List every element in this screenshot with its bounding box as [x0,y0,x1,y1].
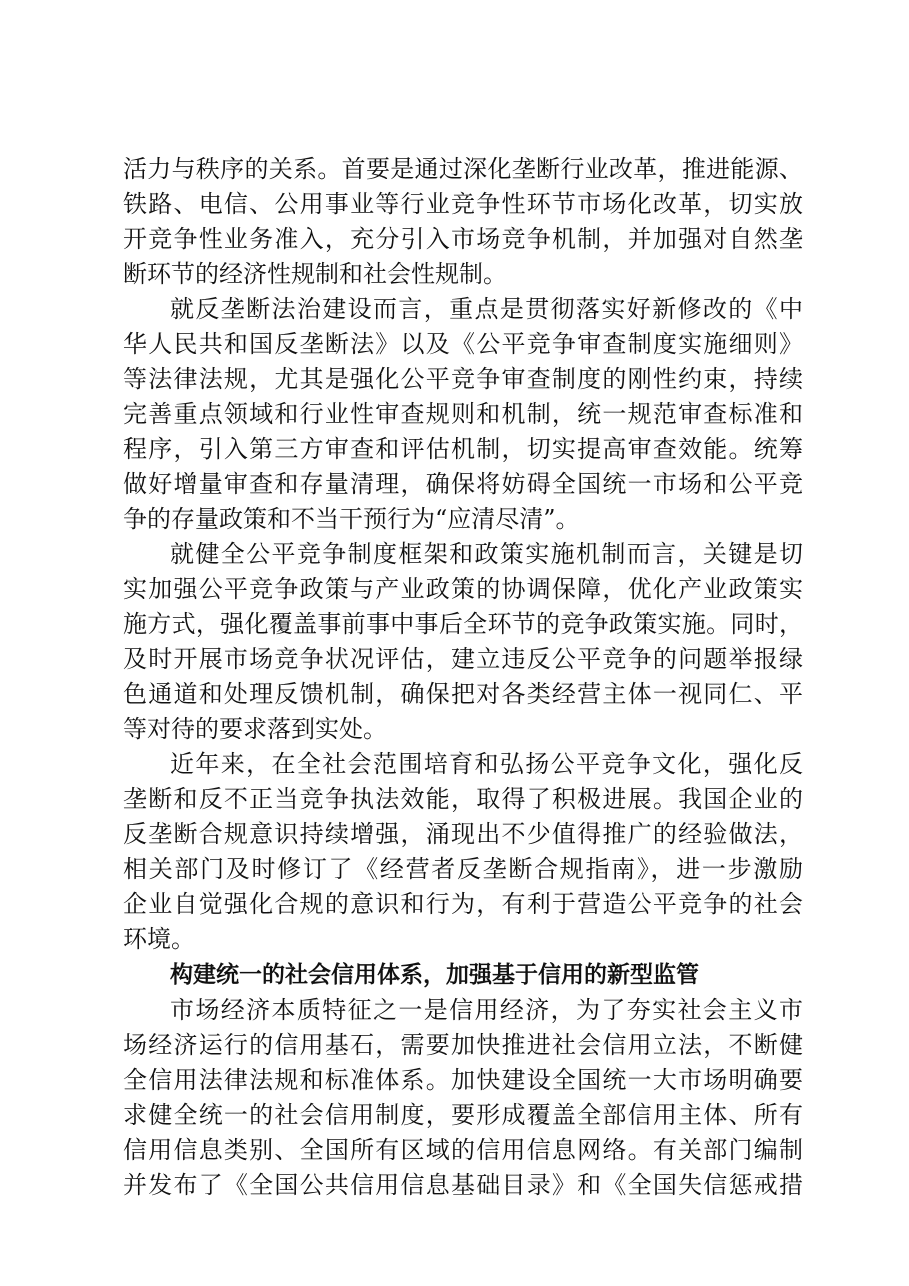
paragraph-line: 市场经济本质特征之一是信用经济，为了夯实社会主义市 [170,996,803,1024]
paragraph-line: 就健全公平竞争制度框架和政策实施机制而言，关键是切 [170,540,803,568]
paragraph-line: 开竞争性业务准入，充分引入市场竞争机制，并加强对自然垄 [123,225,803,253]
paragraph-line: 色通道和处理反馈机制，确保把对各类经营主体一视同仁、平 [123,680,803,708]
paragraph-line: 垄断和反不正当竞争执法效能，取得了积极进展。我国企业的 [123,785,803,813]
paragraph-line: 求健全统一的社会信用制度，要形成覆盖全部信用主体、所有 [123,1101,803,1129]
paragraph-line: 企业自觉强化合规的意识和行为，有利于营造公平竞争的社会 [123,890,803,918]
paragraph-line: 全信用法律法规和标准体系。加快建设全国统一大市场明确要 [123,1066,803,1094]
paragraph-line: 断环节的经济性规制和社会性规制。 [123,260,507,288]
paragraph-line: 信用信息类别、全国所有区域的信用信息网络。有关部门编制 [123,1136,803,1164]
paragraph-line: 及时开展市场竞争状况评估，建立违反公平竞争的问题举报绿 [123,645,803,673]
paragraph-line: 做好增量审查和存量清理，确保将妨碍全国统一市场和公平竞 [123,470,803,498]
paragraph-line: 相关部门及时修订了《经营者反垄断合规指南》，进一步激励 [123,855,803,883]
section-heading: 构建统一的社会信用体系，加强基于信用的新型监管 [170,962,699,988]
paragraph-line: 铁路、电信、公用事业等行业竞争性环节市场化改革，切实放 [123,190,803,218]
paragraph-line: 华人民共和国反垄断法》以及《公平竞争审查制度实施细则》 [123,330,803,358]
paragraph-line: 就反垄断法治建设而言，重点是贯彻落实好新修改的《中 [170,295,803,323]
paragraph-line: 施方式，强化覆盖事前事中事后全环节的竞争政策实施。同时， [123,610,803,638]
paragraph-line: 等法律法规，尤其是强化公平竞争审查制度的刚性约束，持续 [123,365,803,393]
paragraph-line: 实加强公平竞争政策与产业政策的协调保障，优化产业政策实 [123,575,803,603]
paragraph-line: 争的存量政策和不当干预行为“应清尽清”。 [123,505,580,533]
paragraph-line: 近年来，在全社会范围培育和弘扬公平竞争文化，强化反 [170,750,803,778]
paragraph-line: 并发布了《全国公共信用信息基础目录》和《全国失信惩戒措 [123,1171,803,1199]
paragraph-line: 等对待的要求落到实处。 [123,715,387,743]
paragraph-line: 活力与秩序的关系。首要是通过深化垄断行业改革，推进能源、 [123,155,803,183]
paragraph-line: 完善重点领域和行业性审查规则和机制，统一规范审查标准和 [123,400,803,428]
paragraph-line: 环境。 [123,925,195,953]
paragraph-line: 程序，引入第三方审查和评估机制，切实提高审查效能。统筹 [123,435,803,463]
paragraph-line: 反垄断合规意识持续增强，涌现出不少值得推广的经验做法， [123,820,803,848]
paragraph-line: 场经济运行的信用基石，需要加快推进社会信用立法，不断健 [123,1031,803,1059]
